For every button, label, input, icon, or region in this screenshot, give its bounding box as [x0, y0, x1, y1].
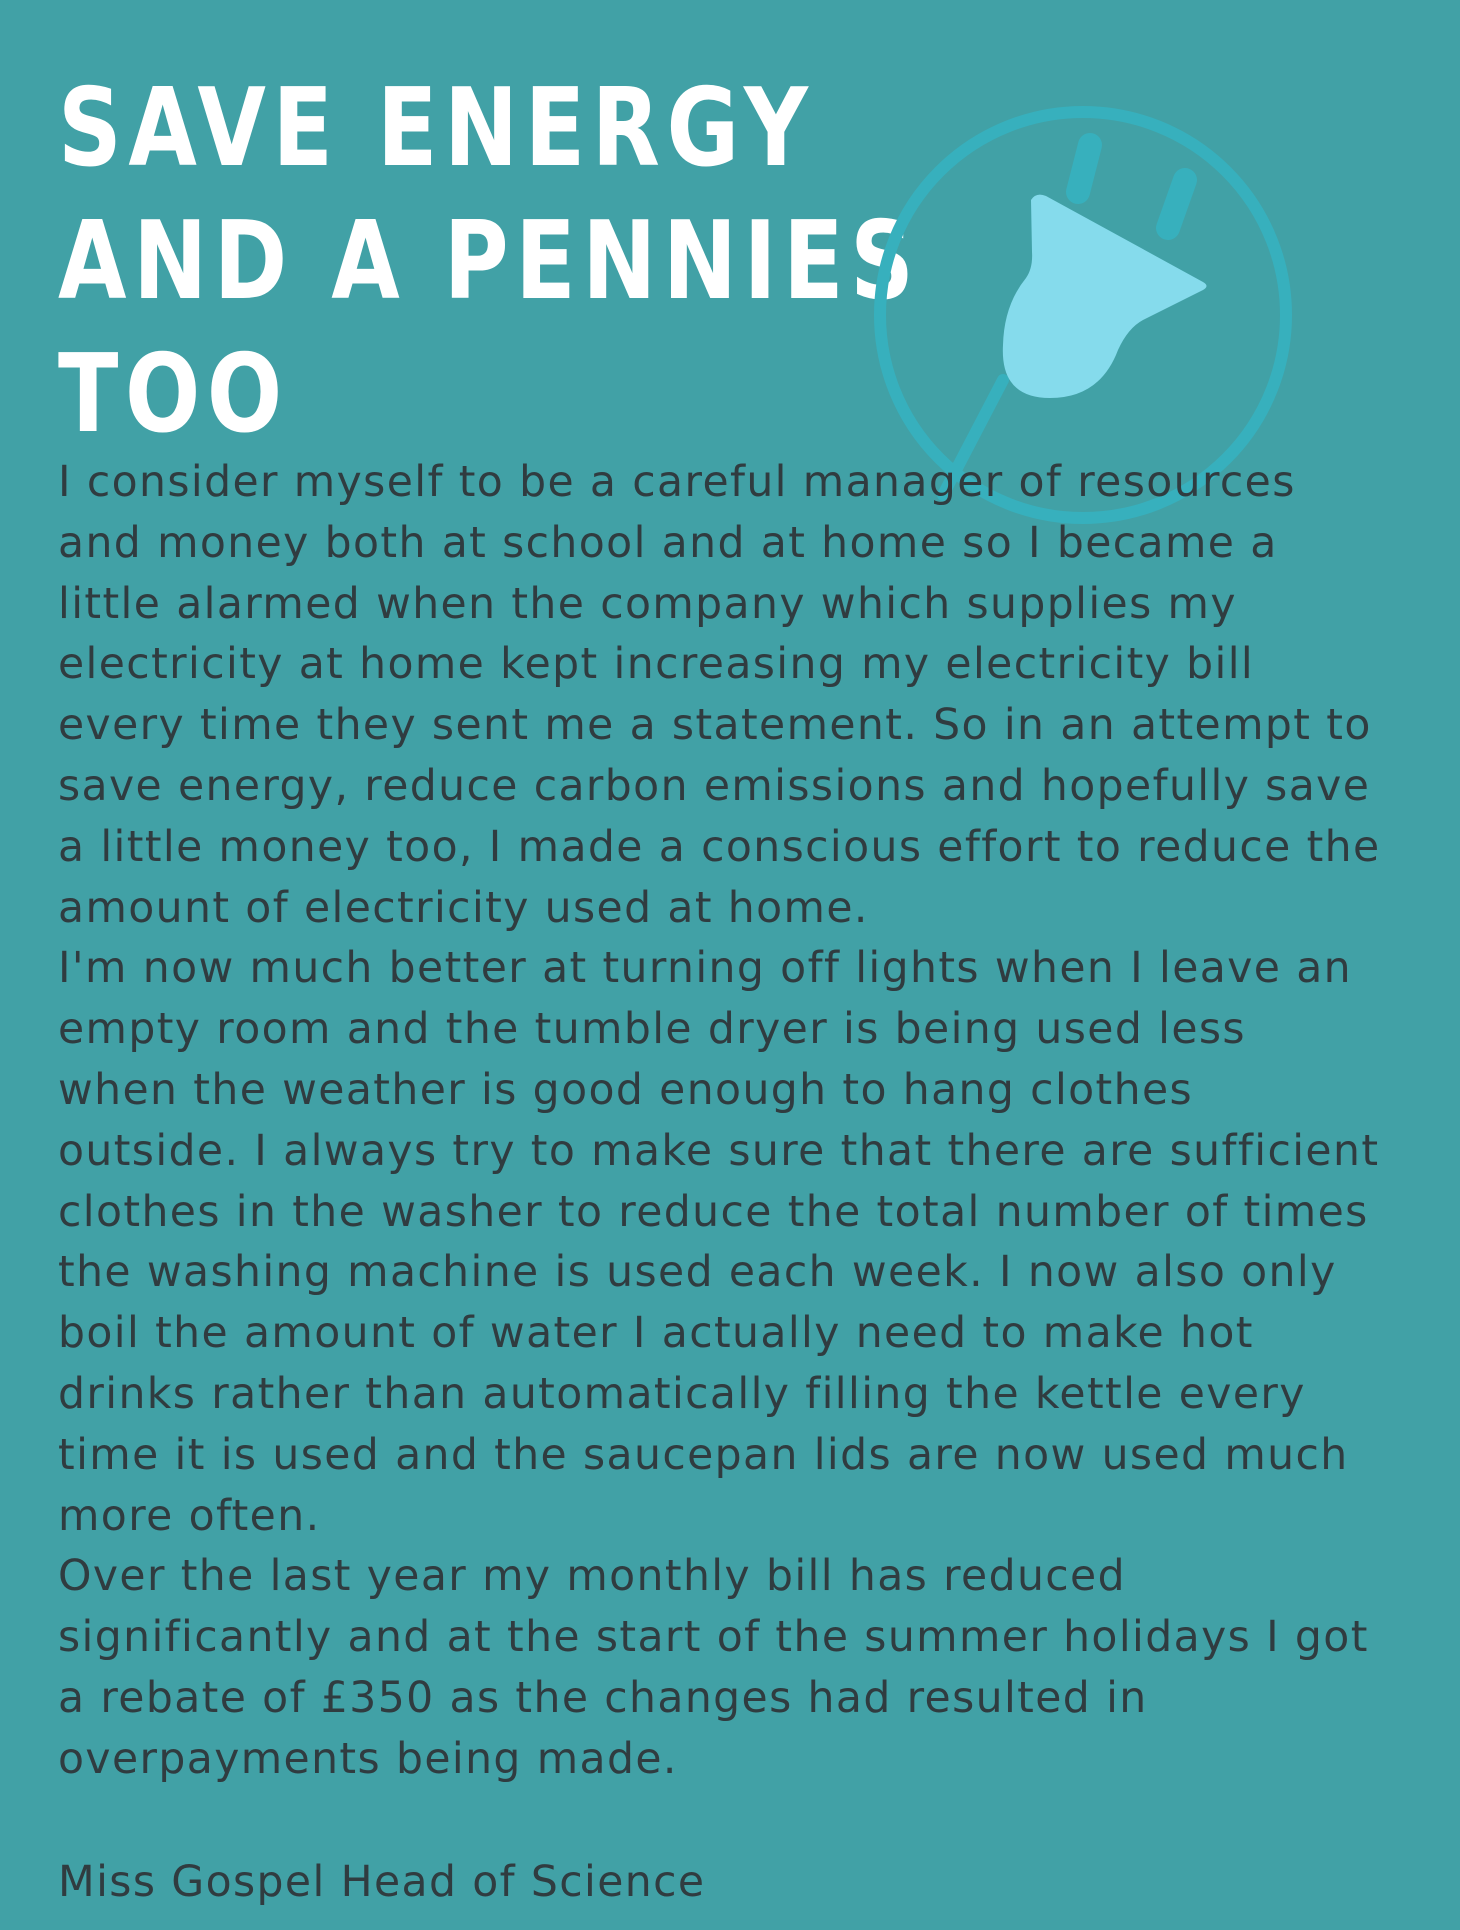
body-text: [58, 453, 1453, 1791]
body-line: I'm now much better at turning off lights when I leave an: [58, 944, 1352, 994]
poster-title: [58, 62, 921, 461]
body-line: little alarmed when the company which supplies my: [58, 579, 1237, 629]
body-line: a little money too, I made a conscious effort to reduce the: [58, 822, 1381, 872]
body-line: clothes in the washer to reduce the total number of times: [58, 1187, 1369, 1237]
body-line: empty room and the tumble dryer is being used less: [58, 1005, 1246, 1055]
body-line: time it is used and the saucepan lids are now used much: [58, 1430, 1349, 1480]
body-line: and money both at school and at home so I became a: [58, 518, 1278, 568]
body-line: Over the last year my monthly bill has reduced: [58, 1552, 1126, 1602]
body-line: boil the amount of water I actually need to make hot: [58, 1309, 1254, 1359]
body-line: when the weather is good enough to hang clothes: [58, 1065, 1194, 1115]
body-line: significantly and at the start of the summer holidays I got: [58, 1613, 1369, 1663]
title-line-3: TOO: [58, 332, 289, 457]
signature: Miss Gospel Head of Science: [58, 1858, 706, 1907]
body-line: amount of electricity used at home.: [58, 883, 869, 933]
title-line-1: SAVE ENERGY: [58, 66, 815, 191]
title-line-2: AND A PENNIES: [58, 199, 921, 324]
body-line: overpayments being made.: [58, 1734, 678, 1784]
body-line: a rebate of £350 as the changes had resulted in: [58, 1673, 1148, 1723]
body-line: every time they sent me a statement. So in an attempt to: [58, 701, 1372, 751]
body-line: more often.: [58, 1491, 321, 1541]
body-line: drinks rather than automatically filling the kettle every: [58, 1369, 1306, 1419]
body-line: I consider myself to be a careful manager of resources: [58, 458, 1296, 507]
body-line: the washing machine is used each week. I now also only: [58, 1248, 1337, 1298]
body-line: save energy, reduce carbon emissions and hopefully save: [58, 761, 1371, 811]
body-line: outside. I always try to make sure that there are sufficient: [58, 1126, 1380, 1176]
body-line: electricity at home kept increasing my electricity bill: [58, 640, 1255, 690]
